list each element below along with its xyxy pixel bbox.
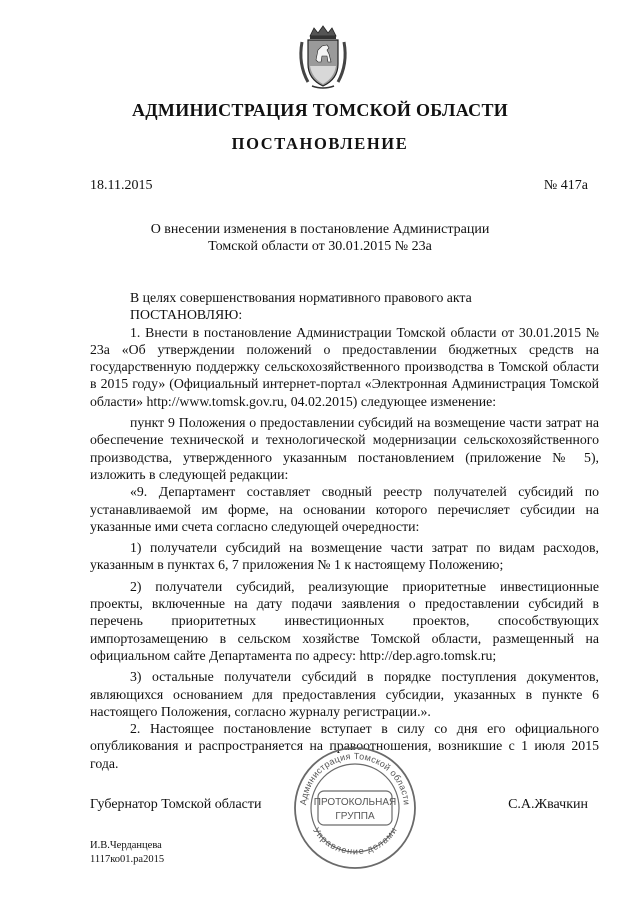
document-subject <box>0 221 640 255</box>
document-body <box>90 289 599 772</box>
document-number: № 417а <box>543 178 588 193</box>
stamp-center-line-2: ГРУППА <box>335 811 375 822</box>
signatory-position: Губернатор Томской области <box>90 797 262 812</box>
paragraph-4: 1) получатели субсидий на возмещение части затрат по видам расходов, указанным в пунктах 6, 7 приложения № 1 к настоящему Положению; <box>90 540 599 573</box>
document-type: ПОСТАНОВЛЕНИЕ <box>231 134 409 153</box>
coat-of-arms-icon <box>296 24 350 90</box>
stamp-center-line-1: ПРОТОКОЛЬНАЯ <box>313 797 397 808</box>
document-code: 1117ко01.ра2015 <box>90 854 165 865</box>
paragraph-3: «9. Департамент составляет сводный реестр получателей субсидий по устанавливаемой им форме, на основании которого перечисляет субсидии на указанные ими счета согласно следующей очередности: <box>90 484 599 534</box>
official-stamp <box>292 745 418 871</box>
paragraph-5: 2) получатели субсидий, реализующие приоритетные инвестиционные проекты, включенные на дату подачи заявления о предоставлении субсидий в перечень приоритетных инвестиционных проектов, способствующих импортозамещению в сельском хозяйстве Томской области, размещенный на официальном сайте Департамента по адресу: http://dep.agro.tomsk.ru; <box>90 578 599 663</box>
document-date: 18.11.2015 <box>90 178 153 193</box>
subject-line-2: Томской области от 30.01.2015 № 23а <box>208 239 432 254</box>
organization-title: АДМИНИСТРАЦИЯ ТОМСКОЙ ОБЛАСТИ <box>131 100 509 120</box>
intro-paragraph: В целях совершенствования нормативного правового акта <box>130 290 472 305</box>
svg-text:Управление делами <box>311 825 399 856</box>
executor-info <box>90 839 164 867</box>
stamp-outer-text: Администрация Томской области <box>298 750 412 806</box>
stamp-bottom-text: Управление делами <box>311 825 399 857</box>
executor-name: И.В.Черданцева <box>90 840 162 851</box>
signatory-name: С.А.Жвачкин <box>508 797 588 812</box>
paragraph-1: 1. Внести в постановление Администрации Томской области от 30.01.2015 № 23а «Об утверждении положений о предоставлении бюджетных средств на государственную поддержку сельскохозяйственного производства в Томской области в 2015 году» (Официальный интернет-портал «Электронная Администрация Томской области» http://www.tomsk.gov.ru, 04.02.2015) следующее изменение: <box>90 324 599 409</box>
paragraph-2: пункт 9 Положения о предоставлении субсидий на возмещение части затрат на обеспечение технической и технологической модернизации сельскохозяйственного производства, утвержденного указанным постановлением (приложение № 5), изложить в следующей редакции: <box>90 415 599 482</box>
paragraph-6: 3) остальные получатели субсидий в порядке поступления документов, являющихся основанием для предоставления субсидии, указанных в пункте 6 настоящего Положения, согласно журналу регистрации.». <box>90 669 599 719</box>
paragraph-7: 2. Настоящее постановление вступает в силу со дня его официального опубликования и распространяется на правоотношения, возникшие с 1 июля 2015 года. <box>90 721 599 771</box>
decree-word: ПОСТАНОВЛЯЮ: <box>130 307 243 323</box>
subject-line-1: О внесении изменения в постановление Администрации <box>150 222 490 237</box>
